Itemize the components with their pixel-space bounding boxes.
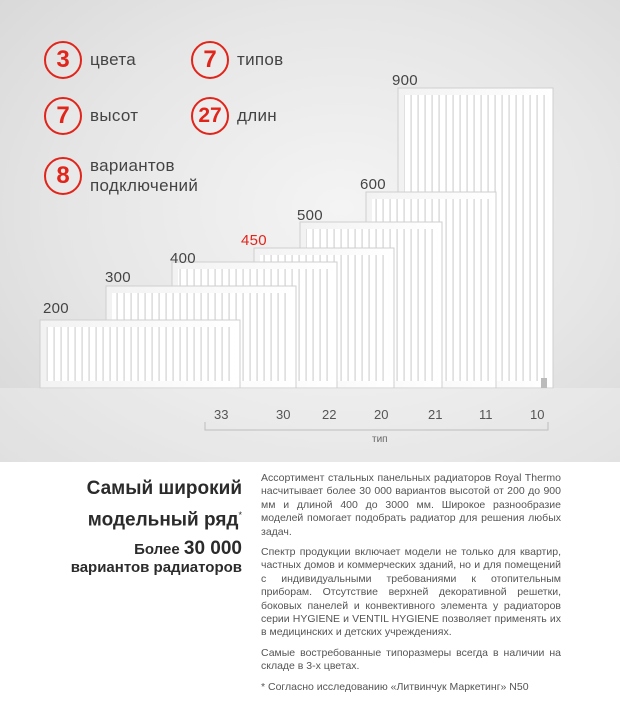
variants-count	[2, 540, 242, 577]
type-label-21: 21	[428, 407, 443, 422]
type-label-20: 20	[374, 407, 389, 422]
description	[261, 472, 561, 701]
paragraph: Самые востребованные типоразмеры всегда в наличии на складе в 3-х цветах.	[261, 646, 561, 673]
badge-label: высот	[90, 106, 139, 125]
height-label-450: 450	[241, 232, 267, 249]
type-label-11: 11	[479, 407, 493, 422]
paragraph: Спектр продукции включает модели не только для квартир, частных домов и коммерческих зданий, но и для помещений с индивидуальными требованиями к отопительным приборам. Отсутствие верхней декоративной решетки, боковых панелей и конвективного элемента у радиаторов серии HYGIENE и VENTIL HYGIENE позволяет применять их в медицинских и детских учреждениях.	[261, 546, 561, 639]
height-label-500: 500	[297, 207, 323, 224]
badge-label: цвета	[90, 50, 137, 69]
height-label-900: 900	[392, 72, 418, 89]
badge-number: 8	[44, 157, 82, 195]
type-label-22: 22	[322, 407, 337, 422]
type-caption: тип	[372, 434, 388, 445]
radiator-900-valve	[541, 378, 547, 388]
badge-label: типов	[237, 50, 284, 69]
paragraph: Ассортимент стальных панельных радиаторов Royal Thermo насчитывает более 30 000 вариантов высотой от 200 до 900 мм и длиной 400 до 3000 мм. Широкое разнообразие моделей помогает подобрать радиатор для решения любых задач.	[261, 472, 561, 538]
floor	[0, 388, 620, 462]
count-line2: вариантов радиаторов	[70, 559, 242, 576]
badge-label-line2: подключений	[90, 176, 199, 195]
count-line1: Более 30 000	[134, 538, 242, 559]
headline	[2, 476, 242, 533]
badge-number: 27	[191, 97, 229, 135]
badge-number: 7	[191, 41, 229, 79]
height-label-400: 400	[170, 250, 196, 267]
height-label-200: 200	[43, 300, 69, 317]
badge-number: 3	[44, 41, 82, 79]
radiator-200-fins	[46, 327, 234, 381]
badge-label: длин	[237, 106, 277, 125]
headline-line1: Самый широкий	[86, 478, 242, 499]
type-label-33: 33	[214, 407, 229, 422]
type-label-10: 10	[530, 407, 545, 422]
type-label-30: 30	[276, 407, 291, 422]
count-number: 30 000	[183, 538, 242, 559]
footnote: * Согласно исследованию «Литвинчук Маркетинг» N50	[261, 680, 529, 693]
height-label-600: 600	[360, 176, 386, 193]
headline-line2: модельный ряд*	[87, 509, 242, 531]
badge-number: 7	[44, 97, 82, 135]
height-label-300: 300	[105, 269, 131, 286]
badge-label-line1: вариантов	[90, 156, 175, 175]
footnote-mark: *	[238, 510, 242, 520]
